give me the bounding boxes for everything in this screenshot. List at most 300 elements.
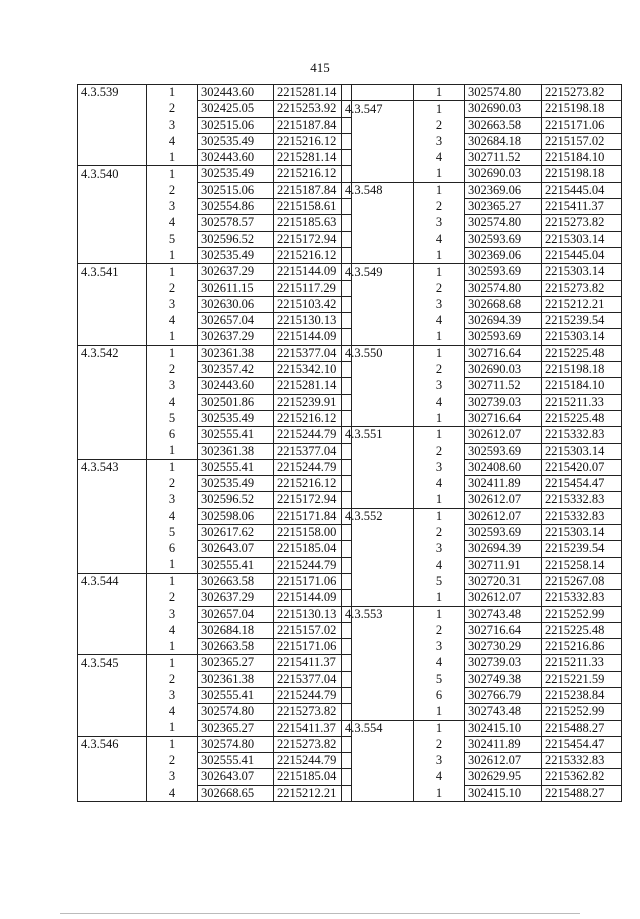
x-coordinate: 302501.86 — [198, 394, 274, 410]
x-coordinate: 302739.03 — [465, 394, 542, 410]
table-row — [78, 378, 352, 394]
y-coordinate: 2215445.04 — [542, 247, 622, 263]
y-coordinate: 2215253.92 — [274, 101, 352, 117]
x-coordinate: 302574.80 — [198, 704, 274, 720]
x-coordinate: 302716.64 — [465, 410, 542, 426]
x-coordinate: 302663.58 — [465, 117, 542, 133]
point-number: 2 — [168, 280, 176, 295]
table-row — [78, 639, 352, 655]
table-row — [342, 639, 622, 655]
y-coordinate: 2215216.12 — [274, 166, 352, 182]
parcel-id — [78, 476, 147, 492]
coordinate-table-right — [341, 84, 622, 802]
y-coordinate: 2215212.21 — [274, 785, 352, 801]
y-coordinate: 2215130.13 — [274, 606, 352, 622]
table-row — [342, 557, 622, 573]
parcel-id: 4.3.553 — [342, 606, 414, 622]
parcel-id — [78, 215, 147, 231]
parcel-id: 4.3.545 — [78, 655, 147, 671]
point-number: 4 — [435, 557, 443, 572]
table-row — [342, 329, 622, 345]
y-coordinate: 2215411.37 — [274, 720, 352, 736]
table-row — [342, 199, 622, 215]
point-number: 1 — [168, 247, 176, 262]
table-row — [78, 101, 352, 117]
y-coordinate: 2215216.12 — [274, 133, 352, 149]
point-number: 2 — [168, 476, 176, 491]
y-coordinate: 2215244.79 — [274, 557, 352, 573]
x-coordinate: 302365.27 — [465, 199, 542, 215]
parcel-id — [342, 280, 414, 296]
point-number: 2 — [435, 199, 443, 214]
parcel-id — [342, 313, 414, 329]
x-coordinate: 302630.06 — [198, 296, 274, 312]
table-row — [342, 101, 622, 117]
page-number: 415 — [310, 60, 330, 75]
y-coordinate: 2215454.47 — [542, 736, 622, 752]
parcel-id — [78, 622, 147, 638]
point-number: 1 — [147, 85, 198, 101]
table-row — [342, 443, 622, 459]
parcel-id — [78, 785, 147, 801]
x-coordinate: 302425.05 — [198, 101, 274, 117]
table-row — [78, 736, 352, 752]
point-number: 4 — [435, 476, 443, 491]
point-number: 2 — [168, 101, 176, 116]
point-number: 2 — [435, 525, 443, 540]
table-row — [78, 410, 352, 426]
table-row — [342, 378, 622, 394]
x-coordinate: 302408.60 — [465, 459, 542, 475]
point-number: 2 — [435, 736, 443, 751]
x-coordinate: 302668.65 — [198, 785, 274, 801]
parcel-id: 4.3.542 — [78, 345, 147, 361]
point-number: 3 — [435, 296, 443, 311]
x-coordinate: 302593.69 — [465, 525, 542, 541]
y-coordinate: 2215411.37 — [542, 199, 622, 215]
parcel-id — [78, 443, 147, 459]
point-number: 1 — [414, 508, 465, 524]
x-coordinate: 302684.18 — [198, 622, 274, 638]
y-coordinate: 2215184.10 — [542, 150, 622, 166]
point-number: 1 — [414, 182, 465, 198]
table-row — [342, 215, 622, 231]
x-coordinate: 302690.03 — [465, 101, 542, 117]
y-coordinate: 2215252.99 — [542, 606, 622, 622]
table-row — [342, 231, 622, 247]
x-coordinate: 302596.52 — [198, 492, 274, 508]
table-row — [342, 313, 622, 329]
table-row — [342, 150, 622, 166]
y-coordinate: 2215171.84 — [274, 508, 352, 524]
y-coordinate: 2215212.21 — [542, 296, 622, 312]
x-coordinate: 302611.15 — [198, 280, 274, 296]
y-coordinate: 2215225.48 — [542, 345, 622, 361]
x-coordinate: 302361.38 — [198, 671, 274, 687]
table-row — [342, 264, 622, 280]
x-coordinate: 302690.03 — [465, 362, 542, 378]
y-coordinate: 2215198.18 — [542, 362, 622, 378]
point-number: 1 — [168, 149, 176, 164]
x-coordinate: 302415.10 — [465, 785, 542, 801]
x-coordinate: 302515.06 — [198, 182, 274, 198]
x-coordinate: 302361.38 — [198, 443, 274, 459]
point-number: 4 — [435, 231, 443, 246]
parcel-id — [78, 378, 147, 394]
y-coordinate: 2215332.83 — [542, 427, 622, 443]
x-coordinate: 302716.64 — [465, 622, 542, 638]
y-coordinate: 2215273.82 — [274, 704, 352, 720]
y-coordinate: 2215488.27 — [542, 720, 622, 736]
parcel-id — [342, 199, 414, 215]
table-row — [342, 655, 622, 671]
x-coordinate: 302555.41 — [198, 427, 274, 443]
table-row — [342, 166, 622, 182]
x-coordinate: 302593.69 — [465, 264, 542, 280]
point-number: 1 — [414, 427, 465, 443]
table-row — [78, 85, 352, 101]
table-row — [78, 443, 352, 459]
y-coordinate: 2215103.42 — [274, 296, 352, 312]
x-coordinate: 302637.29 — [198, 329, 274, 345]
point-number: 4 — [435, 313, 443, 328]
table-row — [342, 541, 622, 557]
parcel-id — [78, 671, 147, 687]
point-number: 2 — [168, 362, 176, 377]
x-coordinate: 302535.49 — [198, 247, 274, 263]
point-number: 6 — [168, 541, 176, 556]
table-row — [78, 117, 352, 133]
point-number: 4 — [168, 313, 176, 328]
point-number: 3 — [435, 133, 443, 148]
x-coordinate: 302612.07 — [465, 753, 542, 769]
y-coordinate: 2215157.02 — [274, 622, 352, 638]
y-coordinate: 2215281.14 — [274, 85, 352, 101]
point-number: 1 — [168, 329, 176, 344]
parcel-id: 4.3.540 — [78, 166, 147, 182]
parcel-id — [342, 133, 414, 149]
table-row — [78, 769, 352, 785]
parcel-id — [78, 101, 147, 117]
x-coordinate: 302730.29 — [465, 639, 542, 655]
parcel-id — [342, 410, 414, 426]
parcel-id: 4.3.550 — [342, 345, 414, 361]
point-number: 1 — [435, 329, 443, 344]
table-row — [342, 606, 622, 622]
y-coordinate: 2215171.06 — [274, 639, 352, 655]
table-row — [78, 541, 352, 557]
table-row — [342, 720, 622, 736]
parcel-id — [342, 492, 414, 508]
table-row — [78, 459, 352, 475]
coordinate-table-left-body — [78, 85, 352, 802]
x-coordinate: 302739.03 — [465, 655, 542, 671]
table-row — [342, 769, 622, 785]
y-coordinate: 2215377.04 — [274, 345, 352, 361]
parcel-id — [78, 720, 147, 736]
table-row — [78, 427, 352, 443]
point-number: 4 — [168, 215, 176, 230]
table-row — [78, 182, 352, 198]
parcel-id — [78, 296, 147, 312]
y-coordinate: 2215362.82 — [542, 769, 622, 785]
parcel-id — [342, 231, 414, 247]
x-coordinate: 302711.52 — [465, 150, 542, 166]
parcel-id — [78, 639, 147, 655]
y-coordinate: 2215332.83 — [542, 753, 622, 769]
parcel-id: 4.3.554 — [342, 720, 414, 736]
y-coordinate: 2215238.84 — [542, 687, 622, 703]
x-coordinate: 302357.42 — [198, 362, 274, 378]
y-coordinate: 2215303.14 — [542, 231, 622, 247]
y-coordinate: 2215216.12 — [274, 476, 352, 492]
x-coordinate: 302361.38 — [198, 345, 274, 361]
point-number: 1 — [414, 264, 465, 280]
parcel-id — [342, 85, 414, 101]
parcel-id — [342, 622, 414, 638]
parcel-id — [78, 753, 147, 769]
parcel-id — [78, 329, 147, 345]
point-number: 2 — [435, 117, 443, 132]
point-number: 1 — [147, 459, 198, 475]
y-coordinate: 2215216.12 — [274, 410, 352, 426]
point-number: 1 — [435, 410, 443, 425]
table-row — [342, 133, 622, 149]
parcel-id — [78, 117, 147, 133]
point-number: 1 — [435, 704, 443, 719]
x-coordinate: 302365.27 — [198, 655, 274, 671]
table-row — [78, 671, 352, 687]
y-coordinate: 2215144.09 — [274, 329, 352, 345]
point-number: 1 — [147, 573, 198, 589]
table-row — [78, 590, 352, 606]
point-number: 1 — [147, 166, 198, 182]
y-coordinate: 2215273.82 — [542, 280, 622, 296]
y-coordinate: 2215273.82 — [274, 736, 352, 752]
coordinate-table-left — [77, 84, 352, 802]
table-row — [78, 720, 352, 736]
point-number: 1 — [168, 720, 176, 735]
y-coordinate: 2215117.29 — [274, 280, 352, 296]
point-number: 2 — [168, 182, 176, 197]
point-number: 1 — [168, 638, 176, 653]
x-coordinate: 302612.07 — [465, 590, 542, 606]
x-coordinate: 302554.86 — [198, 199, 274, 215]
point-number: 4 — [168, 508, 176, 523]
x-coordinate: 302637.29 — [198, 590, 274, 606]
x-coordinate: 302720.31 — [465, 573, 542, 589]
point-number: 1 — [435, 589, 443, 604]
parcel-id — [342, 525, 414, 541]
point-number: 3 — [435, 639, 443, 654]
parcel-id — [78, 769, 147, 785]
point-number: 1 — [435, 247, 443, 262]
y-coordinate: 2215488.27 — [542, 785, 622, 801]
point-number: 2 — [168, 753, 176, 768]
y-coordinate: 2215211.33 — [542, 655, 622, 671]
x-coordinate: 302684.18 — [465, 133, 542, 149]
y-coordinate: 2215158.61 — [274, 199, 352, 215]
parcel-id — [342, 378, 414, 394]
y-coordinate: 2215411.37 — [274, 655, 352, 671]
x-coordinate: 302694.39 — [465, 541, 542, 557]
x-coordinate: 302535.49 — [198, 410, 274, 426]
y-coordinate: 2215225.48 — [542, 410, 622, 426]
table-row — [342, 410, 622, 426]
y-coordinate: 2215221.59 — [542, 671, 622, 687]
x-coordinate: 302612.07 — [465, 508, 542, 524]
table-row — [78, 231, 352, 247]
parcel-id — [78, 687, 147, 703]
point-number: 3 — [168, 769, 176, 784]
x-coordinate: 302643.07 — [198, 769, 274, 785]
parcel-id — [342, 753, 414, 769]
table-row — [342, 247, 622, 263]
point-number: 2 — [435, 443, 443, 458]
point-number: 3 — [435, 215, 443, 230]
parcel-id — [342, 394, 414, 410]
table-row — [78, 508, 352, 524]
y-coordinate: 2215244.79 — [274, 687, 352, 703]
table-row — [342, 573, 622, 589]
x-coordinate: 302578.57 — [198, 215, 274, 231]
point-number: 1 — [435, 492, 443, 507]
x-coordinate: 302443.60 — [198, 85, 274, 101]
y-coordinate: 2215172.94 — [274, 492, 352, 508]
parcel-id — [78, 150, 147, 166]
y-coordinate: 2215130.13 — [274, 313, 352, 329]
x-coordinate: 302443.60 — [198, 150, 274, 166]
parcel-id — [78, 541, 147, 557]
point-number: 4 — [168, 394, 176, 409]
point-number: 1 — [168, 443, 176, 458]
table-row — [78, 150, 352, 166]
table-row — [78, 476, 352, 492]
parcel-id — [342, 573, 414, 589]
x-coordinate: 302593.69 — [465, 329, 542, 345]
x-coordinate: 302716.64 — [465, 345, 542, 361]
x-coordinate: 302535.49 — [198, 166, 274, 182]
table-row — [78, 394, 352, 410]
y-coordinate: 2215244.79 — [274, 753, 352, 769]
table-row — [78, 264, 352, 280]
parcel-id — [78, 247, 147, 263]
x-coordinate: 302596.52 — [198, 231, 274, 247]
point-number: 3 — [435, 753, 443, 768]
point-number: 3 — [435, 459, 443, 474]
parcel-id: 4.3.539 — [78, 85, 147, 101]
y-coordinate: 2215187.84 — [274, 182, 352, 198]
parcel-id — [342, 247, 414, 263]
x-coordinate: 302555.41 — [198, 687, 274, 703]
point-number: 4 — [168, 133, 176, 148]
point-number: 4 — [168, 622, 176, 637]
x-coordinate: 302690.03 — [465, 166, 542, 182]
parcel-id — [78, 133, 147, 149]
point-number: 4 — [435, 394, 443, 409]
x-coordinate: 302593.69 — [465, 231, 542, 247]
page-bottom-rule — [60, 913, 580, 914]
parcel-id: 4.3.549 — [342, 264, 414, 280]
point-number: 2 — [435, 362, 443, 377]
table-row — [78, 525, 352, 541]
y-coordinate: 2215185.04 — [274, 541, 352, 557]
parcel-id — [78, 492, 147, 508]
x-coordinate: 302535.49 — [198, 476, 274, 492]
y-coordinate: 2215244.79 — [274, 427, 352, 443]
parcel-id — [78, 590, 147, 606]
x-coordinate: 302657.04 — [198, 606, 274, 622]
point-number: 4 — [435, 150, 443, 165]
parcel-id — [342, 785, 414, 801]
table-row — [342, 345, 622, 361]
parcel-id: 4.3.546 — [78, 736, 147, 752]
parcel-id — [342, 296, 414, 312]
y-coordinate: 2215420.07 — [542, 459, 622, 475]
y-coordinate: 2215342.10 — [274, 362, 352, 378]
y-coordinate: 2215258.14 — [542, 557, 622, 573]
table-row — [342, 117, 622, 133]
parcel-id — [342, 704, 414, 720]
y-coordinate: 2215171.06 — [542, 117, 622, 133]
y-coordinate: 2215273.82 — [542, 215, 622, 231]
x-coordinate: 302411.89 — [465, 476, 542, 492]
x-coordinate: 302749.38 — [465, 671, 542, 687]
table-row — [342, 85, 622, 101]
table-row — [342, 362, 622, 378]
point-number: 3 — [168, 378, 176, 393]
table-row — [342, 671, 622, 687]
table-row — [78, 785, 352, 801]
parcel-id: 4.3.548 — [342, 182, 414, 198]
parcel-id: 4.3.541 — [78, 264, 147, 280]
parcel-id — [78, 427, 147, 443]
table-row — [342, 622, 622, 638]
point-number: 4 — [168, 785, 176, 800]
parcel-id — [342, 590, 414, 606]
point-number: 4 — [168, 704, 176, 719]
y-coordinate: 2215211.33 — [542, 394, 622, 410]
parcel-id — [78, 362, 147, 378]
parcel-id: 4.3.551 — [342, 427, 414, 443]
point-number: 3 — [168, 199, 176, 214]
y-coordinate: 2215267.08 — [542, 573, 622, 589]
y-coordinate: 2215303.14 — [542, 329, 622, 345]
parcel-id — [342, 557, 414, 573]
point-number: 3 — [435, 378, 443, 393]
point-number: 3 — [435, 541, 443, 556]
table-row — [78, 247, 352, 263]
parcel-id — [78, 280, 147, 296]
x-coordinate: 302515.06 — [198, 117, 274, 133]
parcel-id — [342, 655, 414, 671]
x-coordinate: 302657.04 — [198, 313, 274, 329]
y-coordinate: 2215377.04 — [274, 671, 352, 687]
x-coordinate: 302411.89 — [465, 736, 542, 752]
y-coordinate: 2215332.83 — [542, 590, 622, 606]
table-row — [342, 280, 622, 296]
parcel-id — [78, 231, 147, 247]
y-coordinate: 2215303.14 — [542, 525, 622, 541]
parcel-id — [342, 476, 414, 492]
point-number: 3 — [168, 606, 176, 621]
table-row — [78, 166, 352, 182]
point-number: 6 — [435, 687, 443, 702]
point-number: 2 — [168, 590, 176, 605]
table-row — [342, 459, 622, 475]
y-coordinate: 2215184.10 — [542, 378, 622, 394]
y-coordinate: 2215239.91 — [274, 394, 352, 410]
